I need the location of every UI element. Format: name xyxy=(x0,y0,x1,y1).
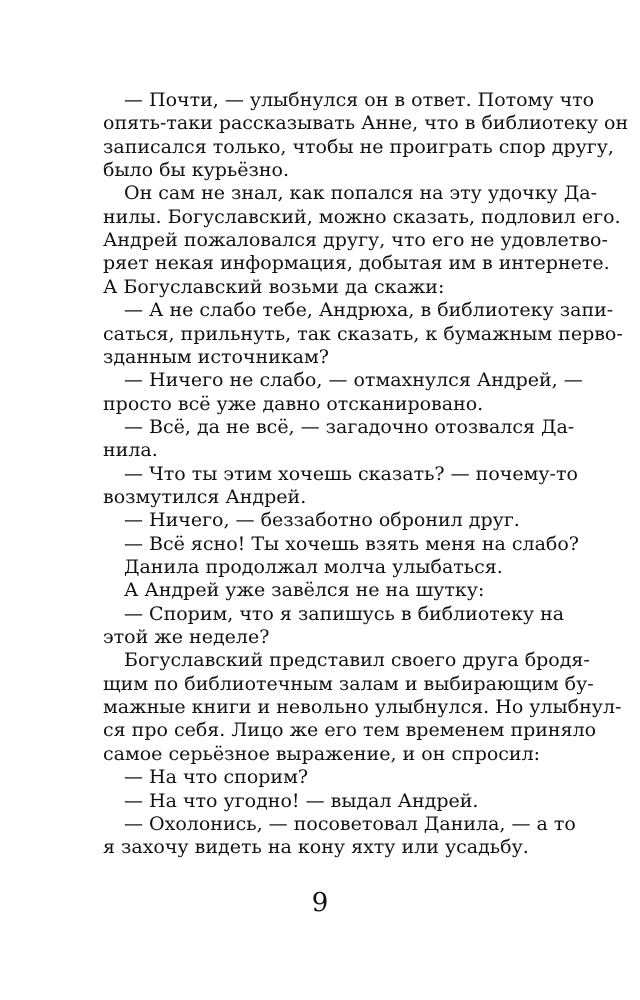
text-line: нилы. Богуславский, можно сказать, подловил его. xyxy=(103,205,621,228)
text-line: просто всё уже давно отсканировано. xyxy=(103,392,484,415)
text-line: Он сам не знал, как попался на эту удочку Да- xyxy=(124,182,598,205)
text-line: — Спорим, что я запишусь в библиотеку на xyxy=(124,602,565,625)
text-line: опять-таки рассказывать Анне, что в библиотеку он xyxy=(103,112,629,135)
text-line: — Всё, да не всё, — загадочно отозвался Да- xyxy=(124,415,575,438)
text-line: — Ничего не слабо, — отмахнулся Андрей, — xyxy=(124,369,583,392)
text-line: — На что спорим? xyxy=(124,766,309,789)
text-line: самое серьёзное выражение, и он спросил: xyxy=(103,742,541,765)
text-line: зданным источникам? xyxy=(103,345,329,368)
text-line: я захочу видеть на кону яхту или усадьбу. xyxy=(103,836,529,859)
text-line: — Охолонись, — посоветовал Данила, — а то xyxy=(124,812,576,835)
text-line: ся про себя. Лицо же его тем временем приняло xyxy=(103,719,597,742)
text-line: — Почти, — улыбнулся он в ответ. Потому что xyxy=(124,89,595,111)
text-line: Андрей пожаловался другу, что его не удовлетво- xyxy=(103,229,608,252)
text-line: саться, прильнуть, так сказать, к бумажным перво- xyxy=(103,322,623,345)
text-line: — А не слабо тебе, Андрюха, в библиотеку запи- xyxy=(124,299,614,322)
text-line: этой же неделе? xyxy=(103,626,270,649)
text-line: Богуславский представил своего друга бродя- xyxy=(124,649,590,672)
text-line: нила. xyxy=(103,439,158,462)
text-line: возмутился Андрей. xyxy=(103,485,307,508)
text-line: А Андрей уже завёлся не на шутку: xyxy=(124,579,485,602)
text-line: записался только, чтобы не проиграть спор другу, xyxy=(103,135,614,158)
text-line: — Всё ясно! Ты хочешь взять меня на слабо? xyxy=(124,532,579,555)
text-line: мажные книги и невольно улыбнулся. Но улыбнул- xyxy=(103,696,622,719)
text-line: А Богуславский возьми да скажи: xyxy=(103,275,445,298)
text-line: щим по библиотечным залам и выбирающим бу- xyxy=(103,672,594,695)
text-line: было бы курьёзно. xyxy=(103,159,290,182)
text-line: Данила продолжал молча улыбаться. xyxy=(124,556,503,578)
text-line: — Что ты этим хочешь сказать? — почему-то xyxy=(124,462,578,485)
text-line: — Ничего, — беззаботно обронил друг. xyxy=(124,509,520,532)
text-line: ряет некая информация, добытая им в интернете. xyxy=(103,252,610,275)
text-line: — На что угодно! — выдал Андрей. xyxy=(124,789,479,812)
page-number: 9 xyxy=(311,888,329,918)
